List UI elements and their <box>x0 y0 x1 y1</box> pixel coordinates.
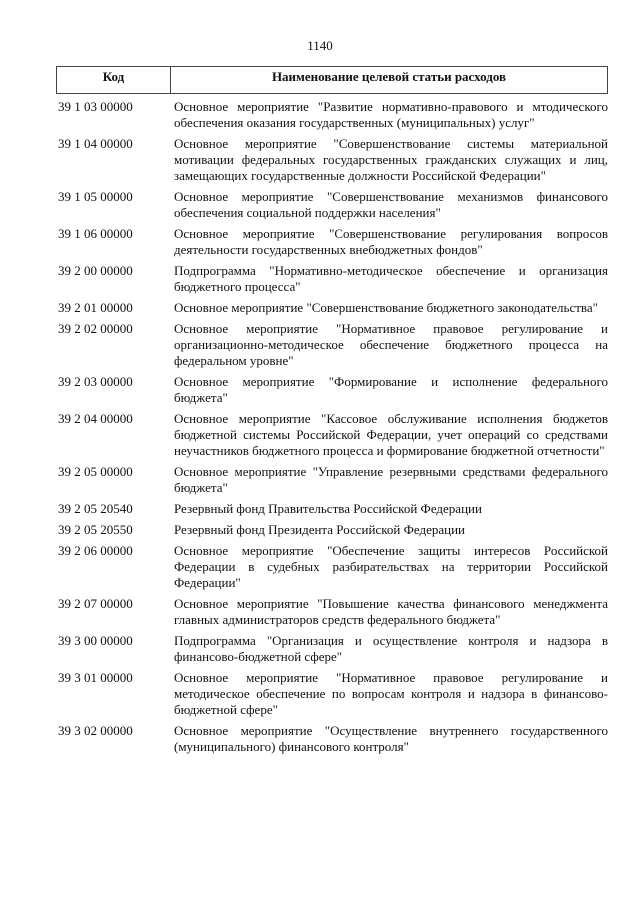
table-row <box>56 522 608 538</box>
table-row <box>56 189 608 221</box>
row-name: Основное мероприятие "Формирование и исполнение федерального бюджета" <box>174 374 608 405</box>
row-name: Основное мероприятие "Нормативное правовое регулирование и организационно-методическое обеспечение бюджетного процесса на федеральном уровне" <box>174 321 608 368</box>
row-name: Основное мероприятие "Повышение качества финансового менеджмента главных администраторов средств федерального бюджета" <box>174 596 608 627</box>
row-name: Резервный фонд Правительства Российской Федерации <box>174 501 482 516</box>
row-code: 39 2 07 00000 <box>58 596 133 611</box>
table-row <box>56 300 608 316</box>
table-row <box>56 321 608 369</box>
row-name: Основное мероприятие "Совершенствование механизмов финансового обеспечения социальной поддержки населения" <box>174 189 608 220</box>
row-code: 39 2 05 20550 <box>58 522 133 537</box>
row-code: 39 1 05 00000 <box>58 189 133 204</box>
table-body <box>56 99 608 755</box>
row-name: Подпрограмма "Нормативно-методическое обеспечение и организация бюджетного процесса" <box>174 263 608 294</box>
row-code: 39 2 06 00000 <box>58 543 133 558</box>
row-code: 39 2 05 00000 <box>58 464 133 479</box>
row-name: Основное мероприятие "Осуществление внутреннего государственного (муниципального) финансового контроля" <box>174 723 608 754</box>
row-code: 39 2 02 00000 <box>58 321 133 336</box>
row-name: Основное мероприятие "Совершенствование бюджетного законодательства" <box>174 300 598 315</box>
table-row <box>56 723 608 755</box>
row-code: 39 1 06 00000 <box>58 226 133 241</box>
page-number: 1140 <box>307 38 333 53</box>
row-name: Основное мероприятие "Обеспечение защиты интересов Российской Федерации в судебных разбирательствах на территории Российской Федерации" <box>174 543 608 590</box>
row-code: 39 1 04 00000 <box>58 136 133 151</box>
header-code: Код <box>57 67 171 93</box>
table-row <box>56 464 608 496</box>
row-code: 39 3 00 00000 <box>58 633 133 648</box>
table-header <box>56 66 608 94</box>
table-row <box>56 374 608 406</box>
row-code: 39 3 01 00000 <box>58 670 133 685</box>
row-code: 39 2 01 00000 <box>58 300 133 315</box>
table-row <box>56 633 608 665</box>
row-code: 39 3 02 00000 <box>58 723 133 738</box>
table-row <box>56 263 608 295</box>
row-code: 39 2 00 00000 <box>58 263 133 278</box>
table-row <box>56 543 608 591</box>
row-name: Основное мероприятие "Управление резервными средствами федерального бюджета" <box>174 464 608 495</box>
row-name: Основное мероприятие "Совершенствование регулирования вопросов деятельности государственных внебюджетных фондов" <box>174 226 608 257</box>
row-name: Основное мероприятие "Совершенствование системы материальной мотивации федеральных государственных гражданских служащих и лиц, замещающих государственные должности Российской Федерации" <box>174 136 608 183</box>
table-row <box>56 99 608 131</box>
table-row <box>56 136 608 184</box>
row-name: Резервный фонд Президента Российской Федерации <box>174 522 465 537</box>
row-code: 39 1 03 00000 <box>58 99 133 114</box>
row-code: 39 2 03 00000 <box>58 374 133 389</box>
budget-items-table <box>56 66 608 755</box>
row-name: Основное мероприятие "Развитие нормативно-правового и мтодического обеспечения оказания государственных (муниципальных) услуг" <box>174 99 608 130</box>
row-name: Основное мероприятие "Кассовое обслуживание исполнения бюджетов бюджетной системы Российской Федерации, учет операций со средствами неучастников бюджетного процесса и формирование бюджетной отчетности" <box>174 411 608 458</box>
table-row <box>56 411 608 459</box>
table-row <box>56 670 608 718</box>
header-name: Наименование целевой статьи расходов <box>271 69 507 84</box>
row-code: 39 2 04 00000 <box>58 411 133 426</box>
row-code: 39 2 05 20540 <box>58 501 133 516</box>
table-row <box>56 596 608 628</box>
table-row <box>56 226 608 258</box>
row-name: Основное мероприятие "Нормативное правовое регулирование и методическое обеспечение по вопросам контроля и надзора в финансово-бюджетной сфере" <box>174 670 608 717</box>
row-name: Подпрограмма "Организация и осуществление контроля и надзора в финансово-бюджетной сфере" <box>174 633 608 664</box>
table-row <box>56 501 608 517</box>
